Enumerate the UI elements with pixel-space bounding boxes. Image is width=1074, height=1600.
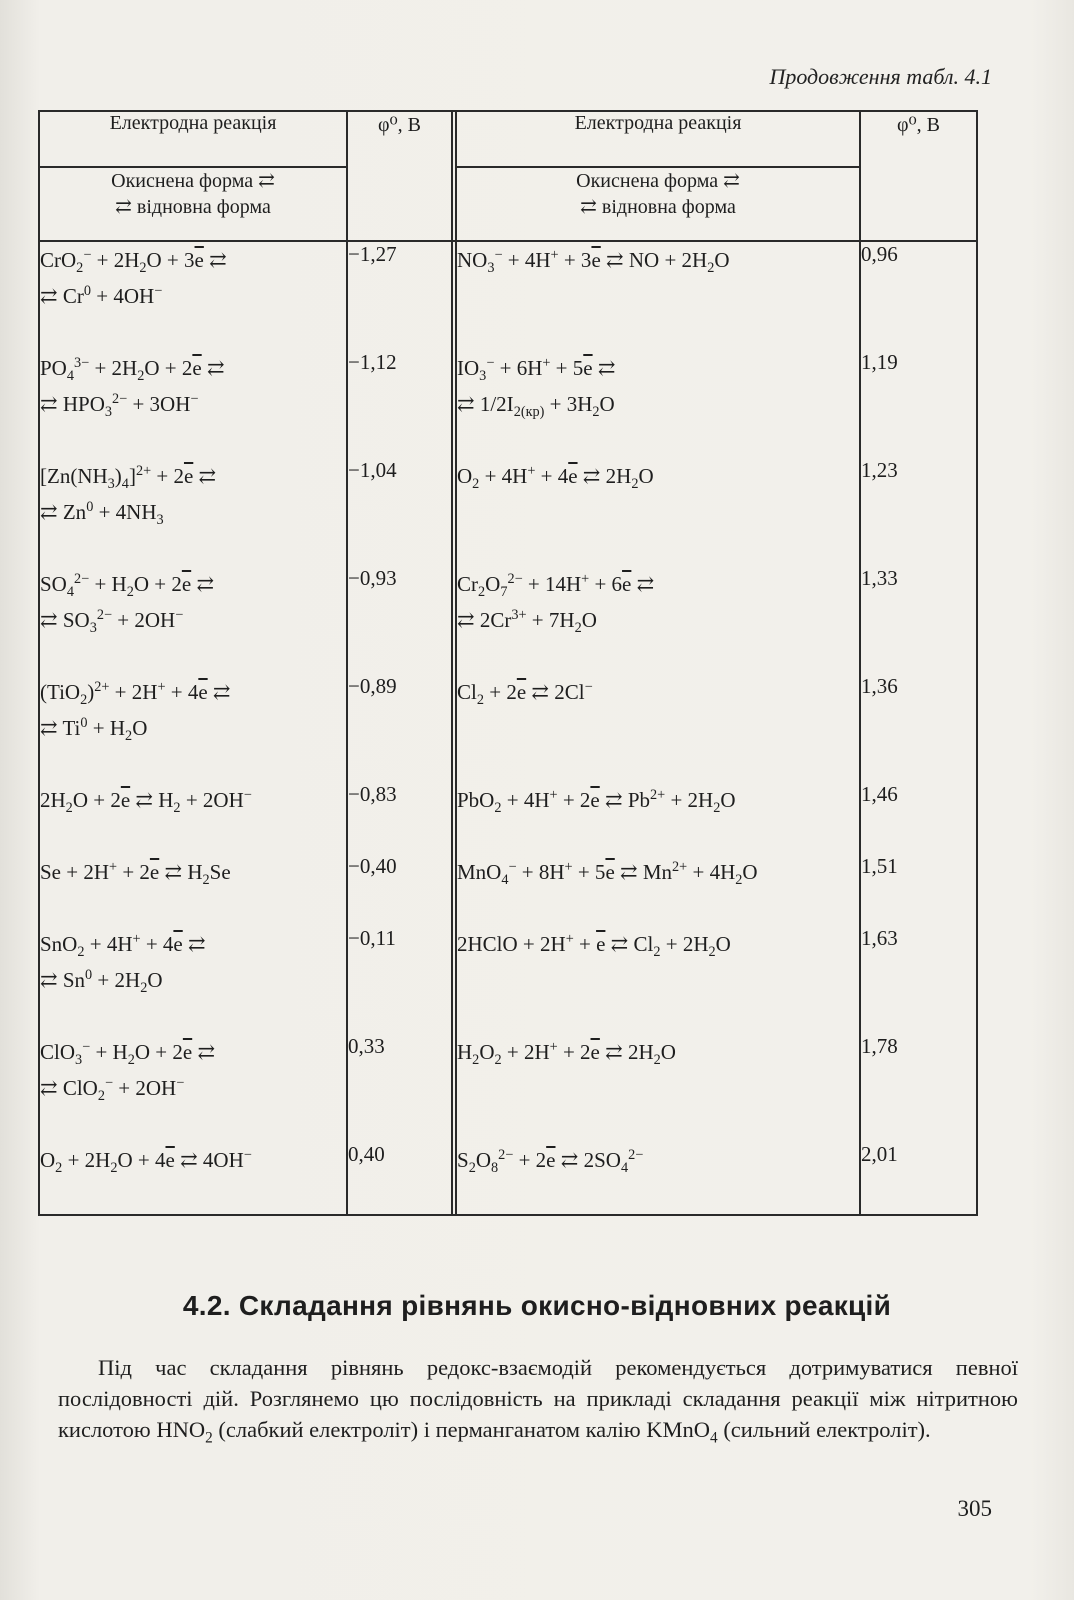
potential-right: 1,46	[860, 782, 977, 854]
reaction-left: $ClO_3^- + H_2O + 2\overline{e}$ ⇄ ⇄ ClO$_2$− + 2OH−	[39, 1034, 347, 1142]
body-paragraph: Під час складання рівнянь редокс-взаємодій рекомендується дотримуватися певної послідовності дій. Розглянемо цю послідовність на прикладі складання реакції між нітритною кислотою $HNO_2$ (слабкий електроліт) і перманганатом калію KMnO$_4$ (сильний електроліт).	[58, 1355, 1018, 1447]
header-potential-left: φ⁰, В	[347, 111, 452, 241]
table-row	[39, 926, 977, 1034]
potential-right: 1,78	[860, 1034, 977, 1142]
reaction-left: $O_2 + 2H_2O + 4\overline{e}$ ⇄ 4OH−	[39, 1142, 347, 1215]
potential-right: 0,96	[860, 241, 977, 350]
reaction-left: $CrO_2^- + 2H_2O + 3\overline{e}$ ⇄ ⇄ $Cr^0 + 4OH^-$	[39, 241, 347, 350]
table-row	[39, 350, 977, 458]
table-row	[39, 1142, 977, 1215]
header-reaction-right: Електродна реакція	[456, 111, 860, 167]
table-row	[39, 241, 977, 350]
header-reaction-left: Електродна реакція	[39, 111, 347, 167]
table-row	[39, 458, 977, 566]
reaction-right: $Cl_2 + 2\overline{e}$ ⇄ 2Cl−	[456, 674, 860, 782]
potential-left: −1,27	[347, 241, 452, 350]
potential-left: −1,04	[347, 458, 452, 566]
table-row	[39, 674, 977, 782]
reaction-left: $Se + 2H^+ + 2\overline{e}$ ⇄ $H_2Se$	[39, 854, 347, 926]
reaction-right: $S_2O_8^{2-} + 2\overline{e}$ ⇄ $2SO_4^{2-}$	[456, 1142, 860, 1215]
reaction-right: $IO_3^- + 6H^+ + 5\overline{e}$ ⇄ ⇄ $1/2I_{2(кр)} + 3H_2O$	[456, 350, 860, 458]
table-row	[39, 782, 977, 854]
section-heading: 4.2. Складання рівнянь окисно-відновних реакцій	[182, 1290, 892, 1321]
page-number: 305	[957, 1496, 992, 1521]
potential-right: 1,63	[860, 926, 977, 1034]
reaction-right: $PbO_2 + 4H^+ + 2\overline{e}$ ⇄ $Pb^{2+} + 2H_2O$	[456, 782, 860, 854]
reaction-right: $NO_3^- + 4H^+ + 3\overline{e}$ ⇄ NO + $2H_2O$	[456, 241, 860, 350]
table-row	[39, 566, 977, 674]
reaction-left: $[Zn(NH_3)_4]^{2+} + 2\overline{e}$ ⇄ ⇄ $Zn^0 + 4NH_3$	[39, 458, 347, 566]
reaction-right: $MnO_4^- + 8H^+ + 5\overline{e}$ ⇄ $Mn^{2+} + 4H_2O$	[456, 854, 860, 926]
reaction-left: $SnO_2 + 4H^+ + 4\overline{e}$ ⇄ ⇄ $Sn^0 + 2H_2O$	[39, 926, 347, 1034]
reaction-right: $O_2 + 4H^+ + 4\overline{e}$ ⇄ $2H_2O$	[456, 458, 860, 566]
potential-right: 1,23	[860, 458, 977, 566]
reaction-left: $2H_2O + 2\overline{e}$ ⇄ $H_2 + 2OH^-$	[39, 782, 347, 854]
header-potential-right: φ⁰, В	[860, 111, 977, 241]
potential-left: −0,89	[347, 674, 452, 782]
potential-left: −0,83	[347, 782, 452, 854]
potential-left: 0,40	[347, 1142, 452, 1215]
potential-right: 2,01	[860, 1142, 977, 1215]
potential-left: −0,93	[347, 566, 452, 674]
table-continuation-label: Продовження табл. 4.1	[769, 64, 992, 89]
table-row	[39, 854, 977, 926]
redox-table-wrapper	[38, 110, 978, 1216]
reaction-right: $H_2O_2 + 2H^+ + 2\overline{e}$ ⇄ $2H_2O$	[456, 1034, 860, 1142]
reaction-left: $PO_4^{3-} + 2H_2O + 2\overline{e}$ ⇄ ⇄ $HPO_3^{2-} + 3OH^-$	[39, 350, 347, 458]
redox-potential-table	[38, 110, 978, 1216]
potential-left: 0,33	[347, 1034, 452, 1142]
potential-left: −1,12	[347, 350, 452, 458]
potential-left: −0,40	[347, 854, 452, 926]
header-sub-left: Окиснена форма ⇄ ⇄ відновна форма	[39, 167, 347, 241]
table-row	[39, 1034, 977, 1142]
reaction-right: $Cr_2O_7^{2-} + 14H^+ + 6\overline{e}$ ⇄ ⇄ $2Cr^{3+} + 7H_2O$	[456, 566, 860, 674]
potential-right: 1,19	[860, 350, 977, 458]
potential-right: 1,36	[860, 674, 977, 782]
reaction-left: $SO_4^{2-} + H_2O + 2\overline{e}$ ⇄ ⇄ $SO_3^{2-} + 2OH^-$	[39, 566, 347, 674]
potential-left: −0,11	[347, 926, 452, 1034]
potential-right: 1,51	[860, 854, 977, 926]
reaction-left: $(TiO_2)^{2+} + 2H^+ + 4\overline{e}$ ⇄ ⇄ $Ti^0 + H_2O$	[39, 674, 347, 782]
reaction-right: 2HClO + $2H^+ + \overline{e}$ ⇄ $Cl_2 + 2H_2O$	[456, 926, 860, 1034]
header-sub-right: Окиснена форма ⇄ ⇄ відновна форма	[456, 167, 860, 241]
potential-right: 1,33	[860, 566, 977, 674]
